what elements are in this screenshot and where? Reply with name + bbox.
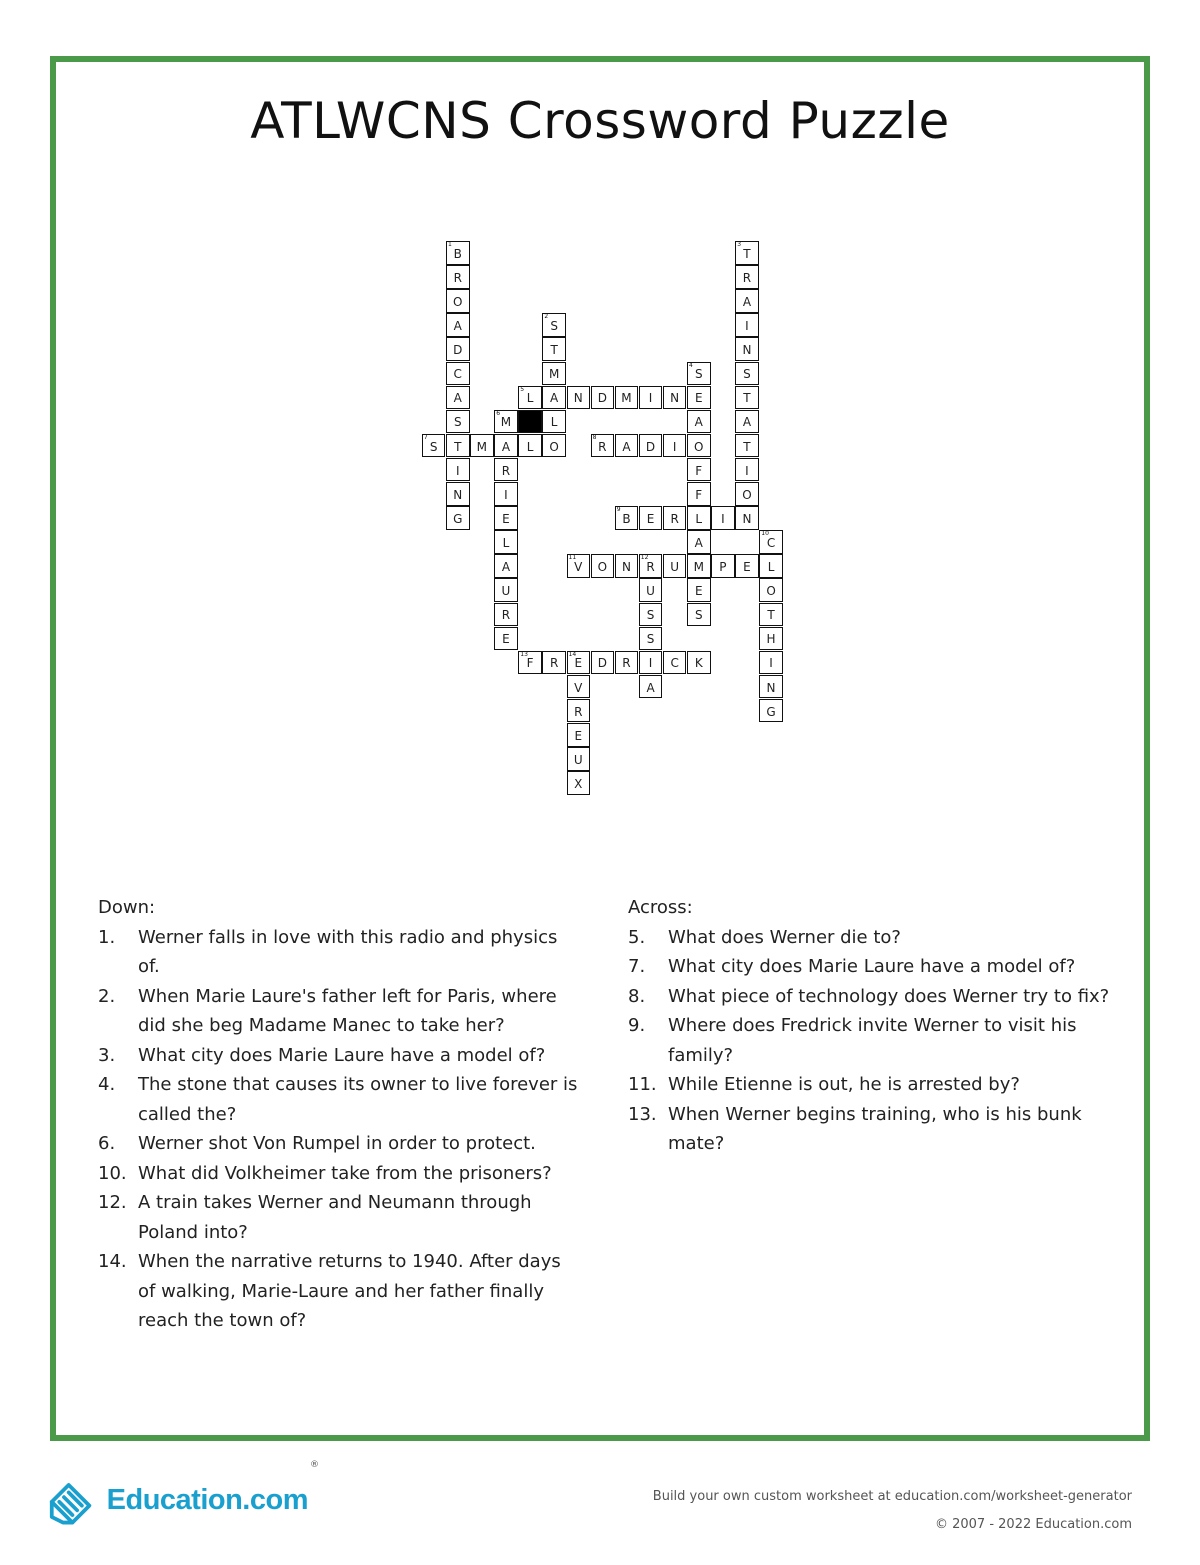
brand-name: Education.com	[106, 1483, 308, 1516]
grid-cell	[735, 482, 759, 506]
cell-letter: R	[670, 511, 679, 526]
cell-letter: M	[693, 560, 704, 575]
cell-letter: M	[476, 439, 488, 454]
grid-cell	[759, 627, 783, 651]
clue-number: 7.	[628, 956, 646, 977]
grid-cell	[663, 554, 687, 578]
grid-cell	[446, 458, 470, 482]
grid-cell	[735, 265, 759, 289]
cell-number: 10	[761, 530, 769, 538]
cell-letter: L	[526, 439, 534, 454]
cell-letter: T	[743, 439, 751, 454]
grid-cell	[542, 651, 566, 675]
clue-text: What does Werner die to?	[668, 926, 901, 948]
clue-number: 14.	[98, 1251, 127, 1272]
grid-cell	[494, 578, 518, 602]
across-clue	[628, 1070, 1128, 1100]
clue-text: While Etienne is out, he is arrested by?	[668, 1074, 1020, 1095]
grid-cell	[663, 506, 687, 530]
cell-number: 2	[544, 313, 549, 321]
cell-letter: O	[766, 584, 776, 599]
cell-number: 11	[568, 554, 577, 562]
cell-letter: A	[622, 439, 631, 454]
grid-cell	[759, 651, 783, 675]
grid-cell	[687, 362, 711, 386]
clue-number: 8.	[628, 985, 646, 1007]
grid-cell	[687, 386, 711, 410]
cell-letter: A	[453, 319, 462, 334]
cell-number: 6	[496, 409, 501, 417]
clue-number: 9.	[628, 1015, 646, 1036]
cell-letter: R	[598, 439, 607, 454]
grid-cell	[591, 554, 615, 578]
cell-number: 7	[423, 433, 428, 441]
cell-letter: L	[767, 560, 775, 575]
cell-letter: F	[695, 463, 703, 478]
cell-letter: A	[646, 680, 655, 695]
grid-cell	[446, 506, 470, 530]
clue-text: What city does Marie Laure have a model of?	[668, 956, 1076, 977]
grid-cell	[639, 506, 663, 530]
cell-number: 14	[568, 650, 577, 658]
grid-cell	[567, 675, 591, 699]
grid-cell	[711, 506, 735, 530]
cell-letter: O	[597, 560, 608, 575]
cell-letter: R	[742, 270, 752, 285]
grid-cell	[542, 362, 566, 386]
grid-cell	[542, 313, 566, 337]
cell-letter: I	[721, 511, 725, 526]
cell-letter: G	[766, 704, 776, 719]
cell-number: 9	[616, 506, 621, 514]
cell-letter: F	[526, 656, 534, 671]
grid-cell	[663, 434, 687, 458]
grid-cell	[735, 506, 759, 530]
clue-number: 6.	[98, 1133, 116, 1154]
cell-letter: R	[501, 608, 511, 623]
grid-cell	[494, 458, 518, 482]
cell-letter: I	[648, 656, 653, 671]
grid-cell	[759, 530, 783, 554]
grid-cell	[735, 362, 759, 386]
clue-number: 3.	[98, 1044, 116, 1066]
cell-letter: A	[453, 391, 462, 406]
clue-text: Werner shot Von Rumpel in order to protect.	[138, 1133, 536, 1154]
down-heading: Down:	[98, 897, 156, 918]
grid-cell	[591, 651, 615, 675]
cell-letter: N	[453, 487, 463, 502]
cell-letter: O	[742, 487, 752, 502]
registered-mark: ®	[310, 1460, 319, 1470]
cell-letter: I	[504, 487, 508, 502]
cell-number: 3	[737, 241, 742, 248]
cell-letter: G	[453, 511, 463, 526]
down-clue	[98, 1041, 578, 1071]
grid-cell	[639, 578, 663, 602]
cell-letter: V	[574, 680, 583, 695]
grid-cell	[615, 386, 639, 410]
grid-cell	[446, 313, 470, 337]
grid-cell	[446, 434, 470, 458]
clue-number: 10.	[98, 1162, 127, 1184]
cell-letter: R	[622, 656, 631, 671]
grid-cell	[687, 482, 711, 506]
cell-letter: C	[670, 656, 679, 671]
grid-cell	[687, 410, 711, 434]
cell-letter: O	[453, 294, 463, 309]
grid-cell	[663, 651, 687, 675]
cell-letter: N	[766, 680, 776, 695]
grid-cell	[446, 241, 470, 265]
cell-letter: B	[622, 511, 631, 526]
cell-letter: D	[645, 439, 656, 454]
cell-letter: E	[574, 656, 583, 671]
grid-cell	[422, 434, 446, 458]
grid-cell	[687, 578, 711, 602]
cell-letter: R	[574, 704, 583, 719]
cell-letter: V	[574, 560, 583, 575]
clue-text: Werner falls in love with this radio and physics of.	[138, 926, 558, 977]
grid-cell	[567, 723, 591, 747]
cell-letter: N	[742, 511, 752, 526]
cell-number: 13	[520, 650, 528, 658]
down-clue	[98, 1188, 578, 1247]
down-clue	[98, 982, 578, 1041]
cell-letter: U	[646, 584, 655, 599]
cell-letter: M	[500, 415, 512, 430]
grid-cell	[735, 386, 759, 410]
grid-cell	[735, 410, 759, 434]
down-clues	[98, 893, 578, 1336]
grid-cell	[567, 554, 591, 578]
cell-letter: E	[502, 511, 510, 526]
cell-letter: M	[621, 391, 632, 406]
cell-letter: F	[695, 487, 703, 502]
cell-letter: I	[672, 439, 677, 454]
cell-letter: R	[501, 463, 511, 478]
grid-cell	[567, 386, 591, 410]
footer-info	[653, 1483, 1132, 1539]
clue-text: What piece of technology does Werner try to fix?	[668, 985, 1110, 1007]
grid-cell	[735, 313, 759, 337]
cell-number: 5	[520, 385, 525, 393]
cell-letter: H	[766, 632, 776, 647]
clue-number: 4.	[98, 1074, 116, 1095]
cell-letter: A	[550, 391, 559, 406]
grid-cell	[687, 458, 711, 482]
clue-number: 13.	[628, 1103, 657, 1125]
cell-letter: U	[670, 560, 680, 575]
copyright: © 2007 - 2022 Education.com	[934, 1517, 1132, 1532]
across-clue-list	[628, 923, 1128, 1159]
grid-cell	[518, 651, 542, 675]
grid-cell	[494, 434, 518, 458]
grid-cell	[567, 651, 591, 675]
cell-letter: E	[694, 584, 703, 599]
cell-letter: D	[453, 343, 463, 358]
cell-letter: E	[646, 511, 655, 526]
across-clue	[628, 923, 1128, 953]
grid-cell	[687, 554, 711, 578]
grid-cell	[615, 506, 639, 530]
cell-letter: R	[646, 560, 655, 575]
grid-cell	[639, 386, 663, 410]
grid-cell	[470, 434, 494, 458]
cell-letter: B	[453, 246, 462, 261]
cell-letter: E	[694, 391, 703, 406]
down-clue	[98, 923, 578, 982]
cell-letter: A	[694, 535, 703, 550]
grid-cell	[759, 578, 783, 602]
grid-cell	[735, 434, 759, 458]
cell-letter: R	[453, 270, 462, 285]
grid-cell	[687, 530, 711, 554]
cell-letter: A	[742, 415, 752, 430]
cell-letter: X	[574, 776, 583, 791]
clue-text: A train takes Werner and Neumann through Poland into?	[138, 1192, 532, 1243]
cell-letter: I	[745, 463, 749, 478]
cell-letter: A	[501, 439, 511, 454]
cell-letter: I	[745, 319, 749, 334]
grid-cell	[639, 675, 663, 699]
cell-letter: L	[526, 391, 534, 406]
cell-letter: A	[501, 560, 511, 575]
across-clue	[628, 952, 1128, 982]
grid-cell	[518, 434, 542, 458]
grid-cell	[615, 651, 639, 675]
cell-letter: T	[743, 246, 751, 261]
clue-number: 12.	[98, 1192, 127, 1213]
grid-cell	[735, 337, 759, 361]
grid-cell	[711, 554, 735, 578]
grid-cell	[567, 771, 591, 795]
cell-letter: C	[453, 367, 462, 382]
grid-cell	[542, 337, 566, 361]
grid-cell	[567, 699, 591, 723]
down-clue-list	[98, 923, 578, 1336]
black-cell	[518, 410, 542, 434]
grid-cell	[591, 434, 615, 458]
across-clue	[628, 1011, 1128, 1070]
grid-cell	[494, 506, 518, 530]
grid-cell	[446, 386, 470, 410]
down-clue	[98, 1129, 578, 1159]
clue-text: When the narrative returns to 1940. After days of walking, Marie-Laure and her father finally reach the town of?	[138, 1251, 561, 1331]
grid-cell	[639, 651, 663, 675]
grid-cell	[687, 603, 711, 627]
cell-letter: K	[694, 656, 703, 671]
clue-number: 2.	[98, 985, 116, 1007]
cell-letter: I	[455, 463, 460, 478]
grid-cell	[542, 386, 566, 410]
grid-cell	[615, 554, 639, 578]
grid-cell	[735, 289, 759, 313]
grid-cell	[542, 410, 566, 434]
clue-text: What did Volkheimer take from the prisoners?	[138, 1162, 552, 1184]
grid-cell	[494, 530, 518, 554]
grid-cell	[735, 458, 759, 482]
cell-letter: N	[573, 391, 583, 406]
grid-cell	[735, 554, 759, 578]
clue-number: 5.	[628, 926, 646, 948]
grid-cell	[759, 603, 783, 627]
grid-cell	[446, 362, 470, 386]
cell-letter: T	[767, 608, 775, 623]
grid-cell	[687, 434, 711, 458]
cell-letter: U	[501, 584, 511, 599]
grid-cell	[446, 337, 470, 361]
cell-letter: P	[719, 560, 727, 575]
grid-cell	[639, 603, 663, 627]
pencil-book-icon	[48, 1472, 101, 1528]
cell-letter: T	[550, 343, 558, 358]
across-heading: Across:	[628, 897, 693, 918]
cell-letter: S	[429, 439, 438, 454]
cell-letter: S	[694, 367, 703, 382]
grid-cell	[446, 265, 470, 289]
grid-cell	[494, 482, 518, 506]
grid-cell	[639, 627, 663, 651]
cell-letter: A	[742, 294, 752, 309]
cell-letter: L	[550, 415, 558, 430]
cell-letter: D	[597, 391, 607, 406]
grid-cell	[446, 410, 470, 434]
cell-number: 4	[689, 361, 693, 369]
grid-cell	[615, 434, 639, 458]
cell-letter: E	[743, 560, 751, 575]
down-clue	[98, 1159, 578, 1189]
cell-letter: O	[694, 439, 704, 454]
cell-letter: M	[548, 367, 560, 382]
clue-text: When Marie Laure's father left for Paris, where did she beg Madame Manec to take her?	[138, 985, 557, 1036]
clue-text: The stone that causes its owner to live forever is called the?	[138, 1074, 578, 1125]
cell-letter: I	[769, 656, 773, 671]
cell-number: 12	[640, 554, 649, 562]
grid-cell	[446, 289, 470, 313]
clue-number: 11.	[628, 1074, 657, 1095]
cell-letter: L	[502, 535, 510, 550]
cell-letter: N	[670, 391, 680, 406]
grid-cell	[542, 434, 566, 458]
grid-cell	[687, 506, 711, 530]
cell-letter: E	[502, 632, 510, 647]
grid-cell	[687, 651, 711, 675]
grid-cell	[567, 747, 591, 771]
cell-letter: C	[766, 535, 776, 550]
cell-letter: T	[743, 391, 751, 406]
cell-letter: N	[742, 343, 752, 358]
across-clue	[628, 1100, 1128, 1159]
grid-cell	[639, 554, 663, 578]
cell-letter: S	[743, 367, 751, 382]
cell-letter: S	[646, 608, 655, 623]
cell-letter: U	[573, 752, 583, 767]
down-clue	[98, 1070, 578, 1129]
across-clues	[628, 893, 1128, 1159]
clue-number: 1.	[98, 926, 116, 948]
cell-number: 8	[592, 433, 597, 441]
grid-cell	[494, 627, 518, 651]
cell-letter: S	[453, 415, 462, 430]
grid-cell	[639, 434, 663, 458]
grid-cell	[759, 675, 783, 699]
cell-letter: S	[646, 632, 655, 647]
cell-letter: O	[549, 439, 559, 454]
generator-link[interactable]: Build your own custom worksheet at education.com/worksheet-generator	[652, 1489, 1132, 1504]
cell-letter: L	[695, 511, 703, 526]
cell-number: 1	[448, 241, 452, 248]
cell-letter: S	[550, 319, 558, 334]
grid-cell	[446, 482, 470, 506]
education-logo[interactable]	[48, 1470, 308, 1530]
cell-letter: E	[574, 728, 583, 743]
cell-letter: D	[597, 656, 607, 671]
across-clue	[628, 982, 1128, 1012]
grid-cell	[494, 603, 518, 627]
grid-cell	[518, 386, 542, 410]
grid-cell	[759, 554, 783, 578]
grid-cell	[759, 699, 783, 723]
down-clue	[98, 1247, 578, 1336]
cell-letter: S	[694, 608, 703, 623]
clue-text: What city does Marie Laure have a model of?	[138, 1044, 546, 1066]
grid-cell	[591, 386, 615, 410]
cell-letter: I	[648, 391, 653, 406]
cell-letter: N	[621, 560, 631, 575]
cell-letter: T	[454, 439, 462, 454]
grid-cell	[663, 386, 687, 410]
grid-cell	[735, 241, 759, 265]
page-title: ATLWCNS Crossword Puzzle	[250, 92, 950, 150]
cell-letter: R	[549, 656, 559, 671]
clue-text: When Werner begins training, who is his bunk mate?	[668, 1103, 1082, 1154]
cell-letter: A	[694, 415, 703, 430]
clue-text: Where does Fredrick invite Werner to visit his family?	[668, 1015, 1077, 1066]
grid-cell	[494, 554, 518, 578]
grid-cell	[494, 410, 518, 434]
